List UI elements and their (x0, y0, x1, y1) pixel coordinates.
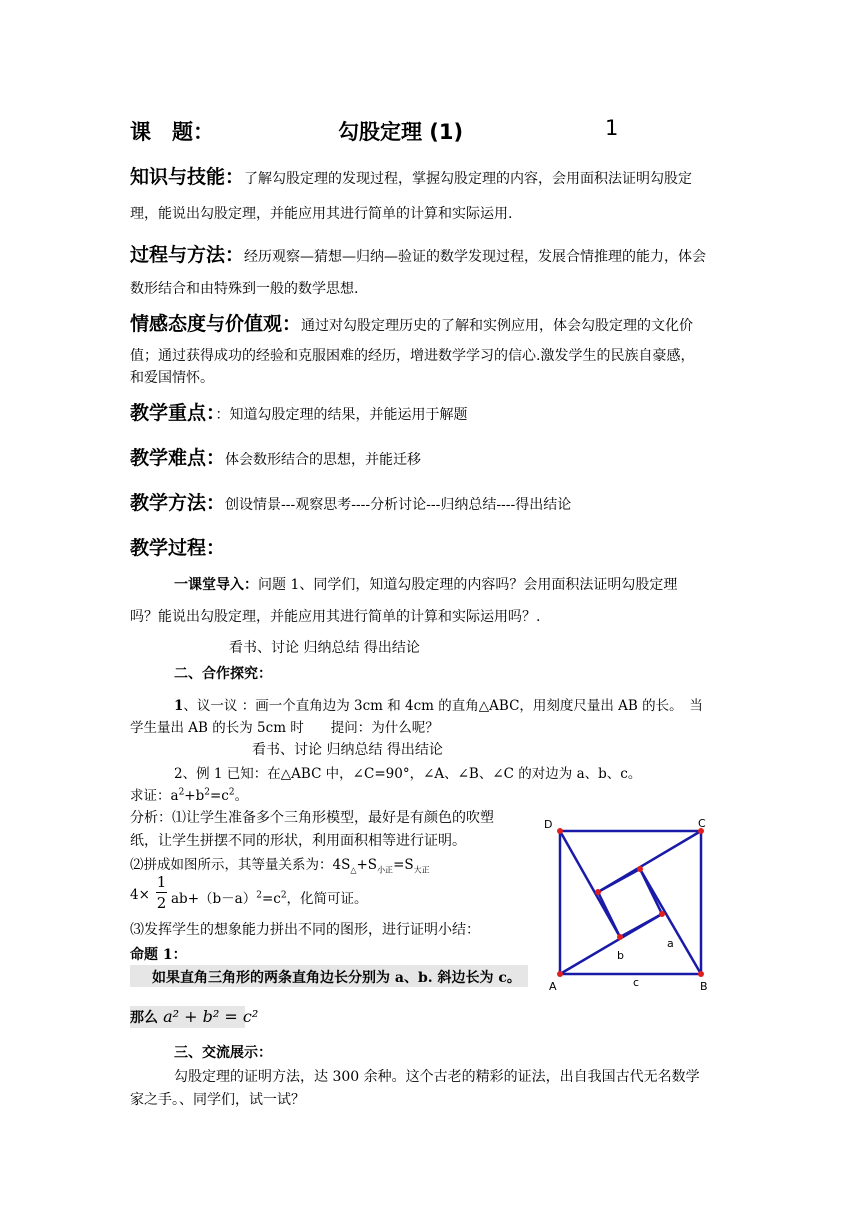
fraction-half (156, 873, 167, 912)
label-a: A (549, 980, 557, 993)
point-b (698, 971, 704, 977)
analysis-3a: ⑵拼成如图所示，其等量关系为：4S (130, 857, 351, 873)
intro-line (174, 574, 677, 594)
knowledge-text-2: 理，能说出勾股定理，并能应用其进行简单的计算和实际运用. (130, 206, 513, 222)
eq-rest-b: =c (261, 891, 281, 907)
knowledge-text-1: 了解勾股定理的发现过程，掌握勾股定理的内容，会用面积法证明勾股定 (244, 171, 693, 187)
eq-rest (171, 887, 368, 907)
eq-rest-a: ab+（b－a） (171, 891, 257, 907)
analysis-2: 纸，让学生拼摆不同的形状，利用面积相等进行证明。 (130, 833, 466, 849)
difficult-section (130, 443, 421, 470)
lesson-number: 1 (605, 116, 619, 140)
difficult-heading: 教学难点： (130, 447, 226, 469)
item1-line (174, 694, 703, 714)
prove-a: 求证：a (130, 788, 179, 804)
point-a (557, 971, 563, 977)
pythagorean-formula: a² + b² = c² (163, 1007, 259, 1026)
figure-points (557, 828, 704, 977)
point-inner-4 (617, 934, 623, 940)
sup-a: 2 (178, 787, 185, 798)
pythagoras-proof-figure (540, 812, 720, 997)
part3-text-2: 家之手。、同学们，试一试？ (130, 1092, 305, 1108)
sub-big-square: 大正 (413, 865, 430, 875)
lesson-label: 课 题： (130, 120, 214, 144)
proposition-label: 命题 1： (130, 947, 187, 963)
sub-triangle: △ (350, 865, 357, 875)
emotion-text-2: 值；通过获得成功的经验和克服困难的经历，增进数学学习的信心.激发学生的民族自豪感， (130, 348, 695, 364)
eq-prefix: 4× (130, 887, 150, 903)
method-heading: 教学方法： (130, 492, 226, 514)
point-d (557, 828, 563, 834)
key-text: ：知道勾股定理的结果，并能运用于解题 (215, 407, 468, 423)
process-section (130, 240, 706, 267)
example-line: 2、例 1 已知：在△ABC 中，∠C=90°，∠A、∠B、∠C 的对边为 a、b、c。 (174, 766, 642, 782)
analysis-1: 分析：⑴让学生准备多个三角形模型，最好是有颜色的吹塑 (130, 810, 494, 826)
prove-tail: 。 (234, 788, 249, 804)
sup-b: 2 (204, 787, 210, 798)
read-discuss-2: 看书、讨论 归纳总结 得出结论 (252, 742, 443, 758)
analysis-3 (130, 853, 430, 876)
frac-numerator: 1 (156, 873, 167, 891)
intro-label: 一课堂导入： (174, 577, 258, 593)
method-section (130, 488, 571, 515)
sup-c: 2 (228, 787, 235, 798)
emotion-section (130, 309, 693, 336)
read-discuss-1: 看书、讨论 归纳总结 得出结论 (229, 640, 420, 656)
analysis-3b: +S (356, 857, 378, 873)
item1-number: 1 (174, 698, 184, 714)
label-side-a: a (667, 937, 674, 950)
process-text-1: 经历观察—猜想—归纳—验证的数学发现过程，发展合情推理的能力，体会 (244, 249, 707, 265)
point-inner-3 (659, 911, 665, 917)
emotion-heading: 情感态度与价值观： (130, 313, 302, 335)
knowledge-section (130, 162, 692, 189)
point-inner-1 (595, 889, 601, 895)
prove-b: +b (184, 788, 205, 804)
difficult-text: 体会数形结合的思想，并能迁移 (225, 452, 422, 468)
sub-small-square: 小正 (377, 865, 394, 875)
sup-eq2: 2 (280, 890, 287, 901)
outer-square (560, 831, 701, 974)
emotion-text-3: 和爱国情怀。 (130, 370, 214, 386)
figure-lines (560, 831, 701, 974)
proposition-text: 如果直角三角形的两条直角边长分别为 a、b. 斜边长为 c。 (152, 970, 521, 986)
method-text: 创设情景---观察思考----分析讨论---归纳总结----得出结论 (225, 497, 572, 513)
emotion-text-1: 通过对勾股定理历史的了解和实例应用，体会勾股定理的文化价 (301, 318, 694, 334)
label-d: D (544, 818, 553, 831)
part3-text: 勾股定理的证明方法，达 300 余种。这个古老的精彩的证法，出自我国古代无名数学 (174, 1069, 700, 1085)
label-b: B (700, 980, 708, 993)
knowledge-heading: 知识与技能： (130, 166, 245, 188)
key-section (130, 398, 468, 425)
label-side-b: b (617, 949, 624, 962)
part2-heading: 二、合作探究： (174, 666, 272, 682)
analysis-3c: =S (393, 857, 414, 873)
process-heading: 过程与方法： (130, 244, 245, 266)
item1-text-2: 学生量出 AB 的长为 5cm 时 提问：为什么呢？ (130, 720, 439, 736)
intro-text: 问题 1、同学们，知道勾股定理的内容吗？会用面积法证明勾股定理 (258, 577, 678, 593)
intro-text-2: 吗？能说出勾股定理，并能应用其进行简单的计算和实际运用吗？. (130, 609, 541, 625)
process-text-2: 数形结合和由特殊到一般的数学思想. (130, 281, 359, 297)
inner-square (598, 869, 662, 937)
key-heading: 教学重点： (130, 402, 216, 424)
frac-denominator: 2 (156, 894, 167, 912)
analysis-4: ⑶发挥学生的想象能力拼出不同的图形，进行证明小结： (130, 922, 480, 938)
label-c: C (698, 817, 706, 830)
teaching-process-heading: 教学过程： (130, 537, 226, 559)
prove-c: =c (210, 788, 229, 804)
lesson-title: 勾股定理 (1) (338, 120, 464, 144)
then-line (130, 1007, 258, 1027)
label-side-c: c (633, 976, 640, 989)
sup-eq1: 2 (256, 890, 262, 901)
then-label: 那么 (130, 1010, 158, 1026)
part3-heading: 三、交流展示： (174, 1045, 272, 1061)
eq-rest-c: ，化简可证。 (286, 891, 368, 907)
item1-text: 、议一议 ：画一个直角边为 3cm 和 4cm 的直角△ABC，用刻度尺量出 AB 的长。 当 (183, 698, 703, 714)
point-inner-2 (637, 866, 643, 872)
prove-line (130, 784, 248, 804)
